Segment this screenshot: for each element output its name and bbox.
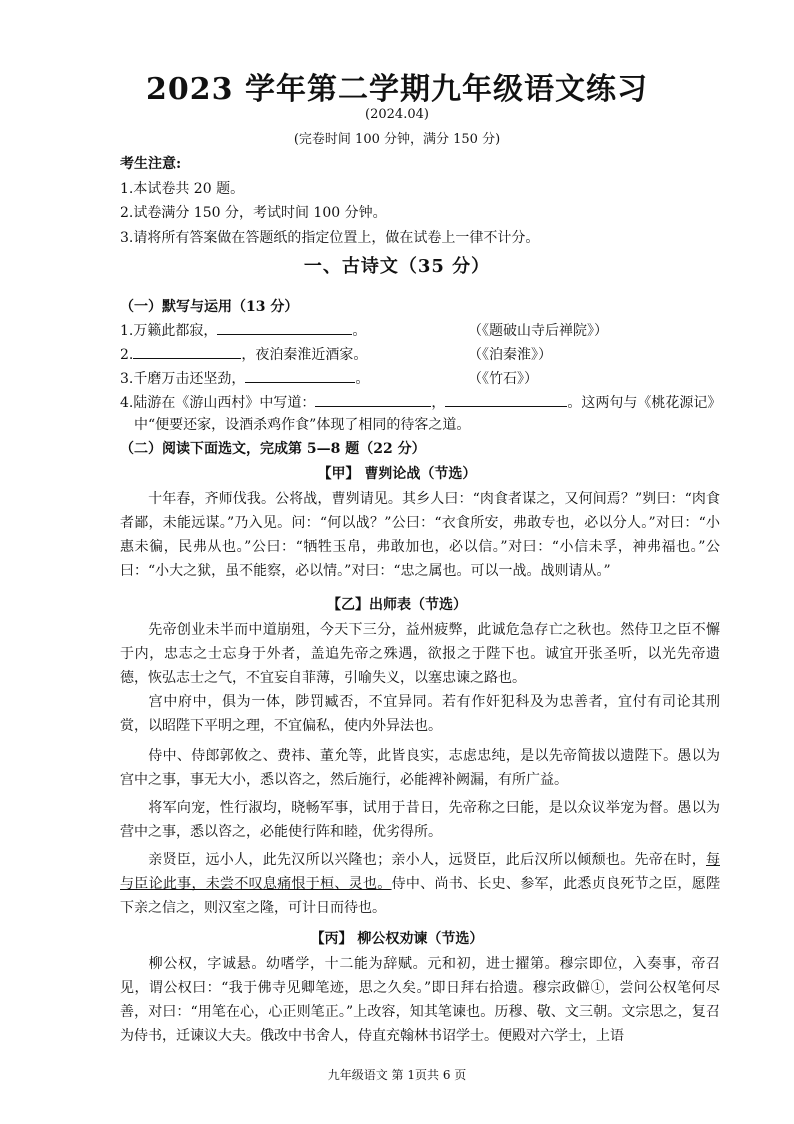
passage-yi-p4-text: 将军向宠，性行淑均，晓畅军事，试用于昔日，先帝称之曰能，是以众议举宠为督。愚以为营中之事，悉以咨之，必能使行阵和睦，优劣得所。 [120,800,720,840]
q2-source: （《泊秦淮》） [468,347,552,363]
q3-source: （《竹石》） [468,371,538,387]
passage-yi-p3-text: 侍中、侍郎郭攸之、费祎、董允等，此皆良实，志虑忠纯，是以先帝简拔以遗陛下。愚以为宫中之事，事无大小，悉以咨之，然后施行，必能裨补阙漏，有所广益。 [120,748,720,788]
q4-line2: 中“便要还家，设酒杀鸡作食”体现了相同的待客之道。 [134,417,471,433]
exam-title: 2023 学年第二学期九年级语文练习 [146,72,648,107]
question-4 [120,392,721,412]
passage-yi-p5 [120,848,720,920]
question-1 [120,320,366,340]
q2-prefix: 2. [120,347,134,363]
passage-yi-p1 [120,618,720,690]
q3-blank [245,368,355,383]
notice-item: 2.试卷满分 150 分，考试时间 100 分钟。 [120,205,387,221]
passage-yi-p4 [120,796,720,844]
q1-blank [217,320,352,335]
passage-yi-p2-text: 宫中府中，俱为一体，陟罚臧否，不宜异同。若有作奸犯科及为忠善者，宜付有司论其刑赏，以昭陛下平明之理，不宜偏私，使内外异法也。 [120,694,720,734]
part1-heading: （一）默写与运用（13 分） [120,299,299,315]
passage-yi-p2 [120,690,720,738]
section-title: 一、古诗文（35 分） [303,256,491,277]
question-2 [120,344,367,364]
passage-yi-title: 【乙】出师表（节选） [327,597,467,613]
q1-suffix: 。 [352,323,367,339]
passage-yi-p5-text-b: 侍中、尚书、长史、参军，此悉贞良死节之臣，愿陛下亲之信之，则汉室之隆，可计日而待也。 [120,876,721,916]
part2-heading: （二）阅读下面选文，完成第 5—8 题（22 分） [120,441,426,457]
passage-bing-title: 【丙】 柳公权劝谏（节选） [310,931,484,947]
q3-prefix: 3.千磨万击还坚劲， [120,371,246,387]
candidate-notice [120,152,539,250]
passage-jia [120,487,720,583]
passage-bing [120,952,720,1048]
q4-blank-2 [445,392,567,407]
q3-suffix: 。 [355,371,370,387]
passage-yi-p1-text: 先帝创业未半而中道崩殂，今天下三分，益州疲弊，此诚危急存亡之秋也。然侍卫之臣不懈于内，忠志之士忘身于外者，盖追先帝之殊遇，欲报之于陛下也。诚宜开张圣听，以光先帝遗德，恢弘志士之气，不宜妄自菲薄，引喻失义，以塞忠谏之路也。 [120,622,720,686]
underlined-sentence: 每与臣论此事，未尝不叹息痛恨于桓、灵也。 [120,852,720,892]
passage-yi-p3 [120,744,720,792]
passage-jia-title: 【甲】 曹刿论战（节选） [317,466,477,482]
passage-bing-text: 柳公权，字诚悬。幼嗜学，十二能为辞赋。元和初，进士擢第。穆宗即位，入奏事，帝召见，谓公权曰：“我于佛寺见卿笔迹，思之久矣。”即日拜右拾遗。穆宗政僻①，尝问公权笔何尽善，对曰：“用笔在心，心正则笔正。”上改容，知其笔谏也。历穆、敬、文三朝。文宗思之，复召为侍书，迁谏议大夫。俄改中书舍人，侍直充翰林书诏学士。便殿对六学士，上语 [120,956,720,1044]
page-footer: 九年级语文 第 1页共 6 页 [327,1068,467,1082]
q1-prefix: 1.万籁此都寂， [120,323,218,339]
notice-item: 1.本试卷共 20 题。 [120,180,245,197]
exam-timing: (完卷时间 100 分钟，满分 150 分) [293,132,501,147]
question-3 [120,368,369,388]
q1-source: （《题破山寺后禅院》） [468,323,608,339]
q2-suffix: ，夜泊秦淮近酒家。 [241,347,368,363]
notice-item: 3.请将所有答案做在答题纸的指定位置上，做在试卷上一律不计分。 [120,229,540,246]
notice-heading: 考生注意: [120,156,182,172]
exam-date: (2024.04) [365,107,429,122]
q4-blank-1 [315,392,431,407]
q4-prefix: 4.陆游在《游山西村》中写道： [120,395,316,411]
q4-mid: ， [431,395,446,411]
q2-blank [133,344,241,359]
q4-suffix: 。这两句与《桃花源记》 [567,395,722,411]
passage-jia-text: 十年春，齐师伐我。公将战，曹刿请见。其乡人曰：“肉食者谋之，又何间焉？”刿曰：“肉食者鄙，未能远谋。”乃入见。问：“何以战？”公曰：“衣食所安，弗敢专也，必以分人。”对曰：“小惠未徧，民弗从也。”公曰：“牺牲玉帛，弗敢加也，必以信。”对曰：“小信未孚，神弗福也。”公曰：“小大之狱，虽不能察，必以情。”对曰：“忠之属也。可以一战。战则请从。” [120,491,720,579]
passage-yi-p5-text-a: 亲贤臣，远小人，此先汉所以兴隆也；亲小人，远贤臣，此后汉所以倾颓也。先帝在时， [148,852,706,868]
